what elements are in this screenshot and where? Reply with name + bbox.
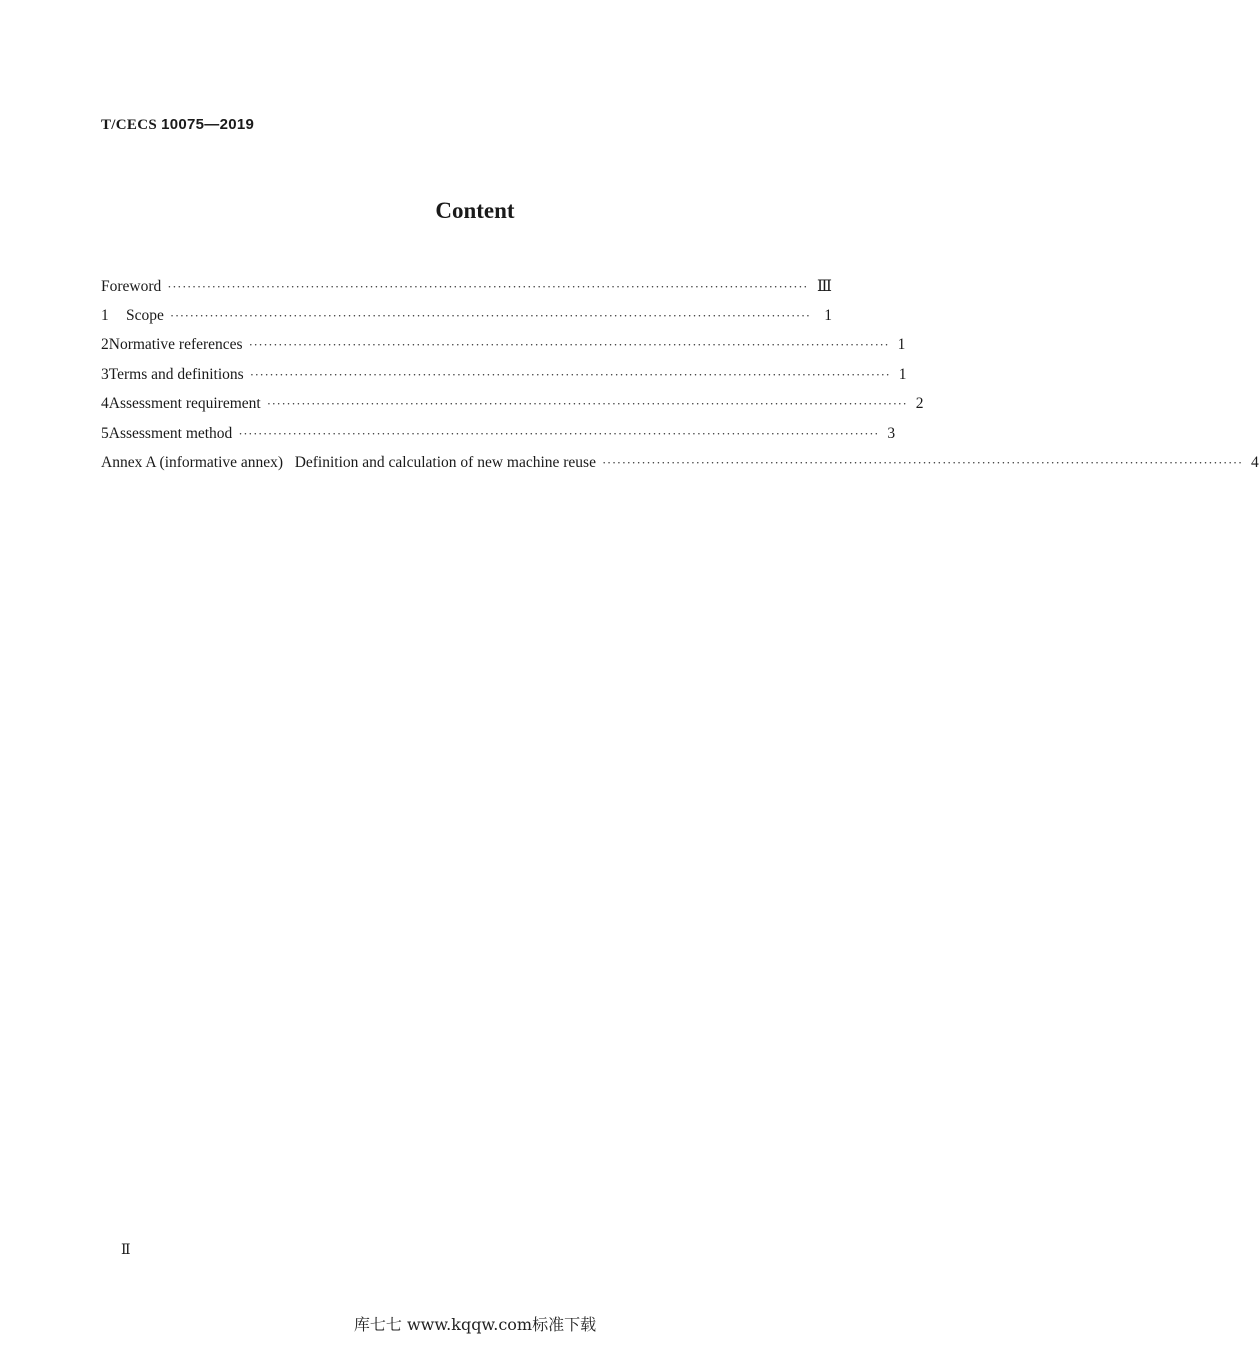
- table-of-contents: [101, 277, 1259, 484]
- toc-item-page: 4: [1251, 454, 1259, 471]
- toc-leader-dots: ··································································································································: [266, 396, 908, 411]
- toc-leader-dots: ··································································································································: [601, 455, 1243, 470]
- toc-leader-dots: ··································································································································: [238, 425, 880, 441]
- toc-item-label: Annex A (informative annex) Definition and calculation of new machine reuse: [101, 454, 596, 471]
- toc-item-normative-references[interactable]: [101, 336, 906, 366]
- toc-item-page: 3: [887, 424, 896, 442]
- toc-item-assessment-requirement[interactable]: [101, 395, 924, 425]
- toc-item-number: 1: [101, 306, 109, 324]
- toc-item-label: Foreword: [101, 278, 162, 295]
- standard-number: 10075—2019: [161, 116, 255, 133]
- toc-item-foreword[interactable]: [101, 277, 832, 307]
- toc-item-label: Terms and definitions: [108, 365, 244, 383]
- toc-item-terms-and-definitions[interactable]: [101, 365, 907, 396]
- toc-leader-dots: ··································································································································: [248, 337, 890, 352]
- standard-code: [101, 116, 254, 134]
- toc-item-number: 5: [101, 424, 109, 442]
- toc-leader-dots: ··································································································································: [167, 279, 809, 294]
- toc-item-label: Assessment requirement: [108, 395, 261, 412]
- toc-item-label: Normative references: [108, 336, 243, 353]
- toc-item-page: 1: [898, 365, 907, 383]
- page-title: Content: [435, 198, 515, 223]
- toc-leader-dots: ··································································································································: [169, 307, 811, 323]
- toc-item-label: Assessment method: [108, 424, 233, 442]
- toc-item-number: 2: [101, 336, 109, 353]
- toc-item-page: 1: [897, 336, 906, 353]
- toc-item-scope[interactable]: [101, 307, 832, 337]
- page-number: Ⅱ: [121, 1243, 131, 1258]
- toc-item-page: 1: [824, 306, 832, 324]
- site-watermark: 库七七 www.kqqw.com标准下载: [353, 1315, 597, 1334]
- toc-item-number: 3: [101, 365, 109, 383]
- toc-item-page: Ⅲ: [817, 278, 832, 295]
- toc-item-page: 2: [915, 395, 924, 412]
- standard-prefix: T/CECS: [101, 117, 157, 133]
- toc-item-assessment-method[interactable]: [101, 424, 896, 455]
- toc-item-label: Scope: [126, 306, 164, 324]
- toc-leader-dots: ··································································································································: [249, 366, 891, 382]
- toc-item-annex-a[interactable]: [101, 454, 1259, 484]
- toc-item-number: 4: [101, 395, 109, 412]
